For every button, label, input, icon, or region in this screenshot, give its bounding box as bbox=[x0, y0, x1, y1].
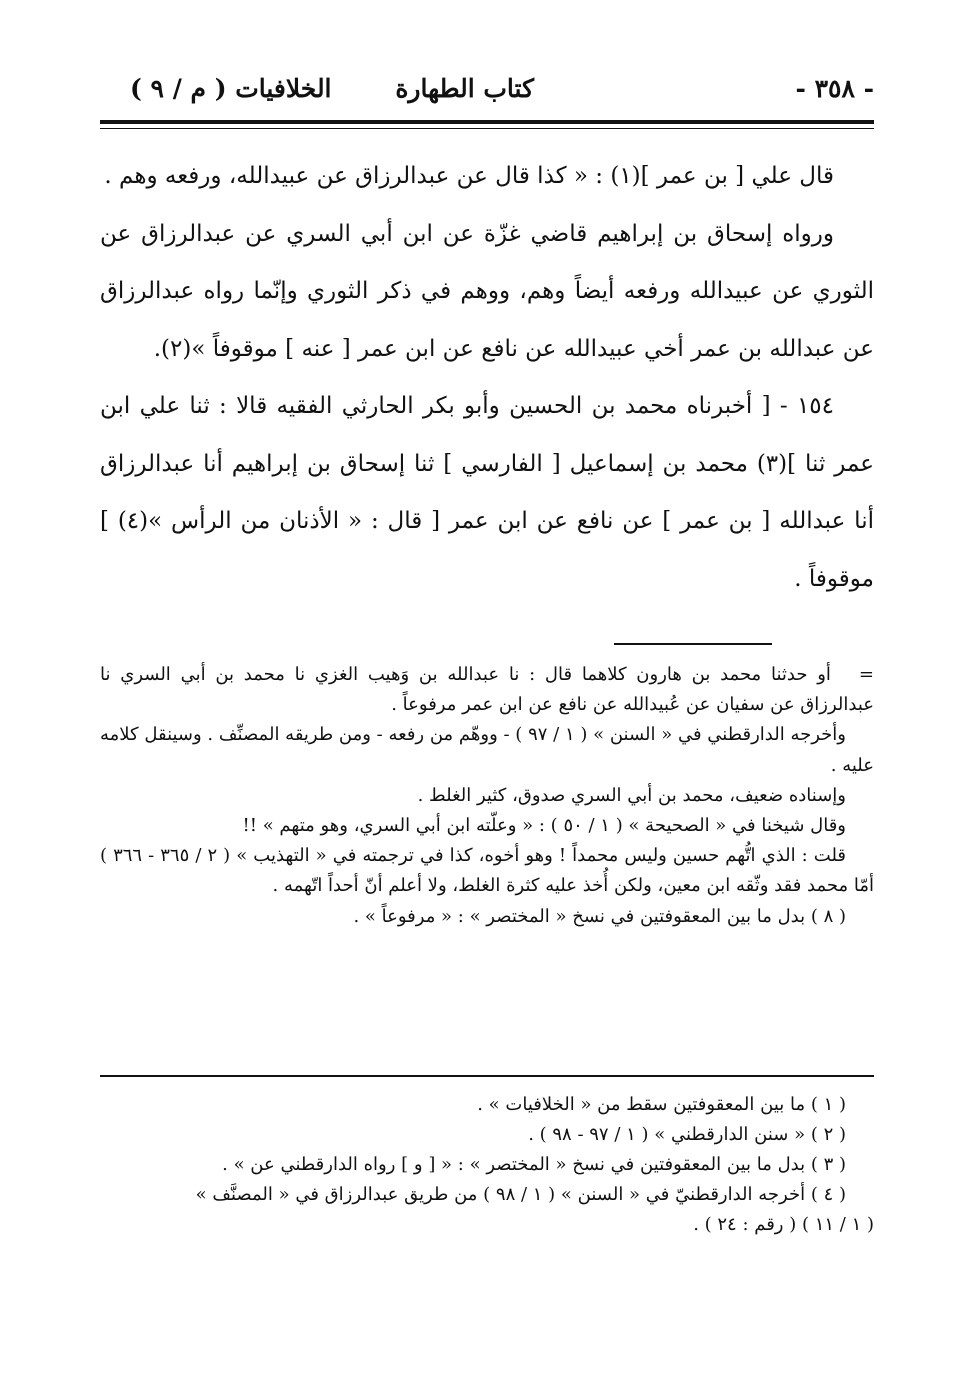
footnote-1: ( ١ ) ما بين المعقوفتين سقط من « الخلافيات » . bbox=[477, 1094, 846, 1115]
footnote-separator-short bbox=[614, 643, 772, 645]
header-rule-thick bbox=[100, 120, 874, 124]
note-line: وإسناده ضعيف، محمد بن أبي السري صدوق، كثير الغلط . bbox=[417, 784, 846, 806]
section-title: الخلافيات ( م / ٩ ) bbox=[130, 74, 332, 103]
footnote-4: ( ٤ ) أخرجه الدارقطنيّ في « السنن » ( ١ / ٩٨ ) من طريق عبدالرزاق في « المصنَّف » bbox=[195, 1184, 846, 1205]
page-number: - ٣٥٨ - bbox=[795, 74, 874, 103]
footnotes bbox=[100, 1090, 874, 1240]
paragraph-3: ١٥٤ - [ أخبرناه محمد بن الحسين وأبو بكر الحارثي الفقيه قالا : ثنا علي ابن عمر ثنا ](٣) محمد بن إسماعيل [ الفارسي ] ثنا إسحاق بن إبراهيم أنا عبدالرزاق أنا عبدالله [ بن عمر ] عن نافع عن ابن عمر [ قال : « الأذنان من الرأس »(٤) ] موقوفاً . bbox=[100, 393, 874, 592]
header-rule-thin bbox=[100, 128, 874, 129]
note-line: وأخرجه الدارقطني في « السنن » ( ١ / ٩٧ ) - ووهّم من رفعه - ومن طريقه المصنِّف . وسينقل كلامه عليه . bbox=[100, 724, 874, 776]
note-line: قلت : الذي اتُّهم حسين وليس محمداً ! وهو أخوه، كذا في ترجمته في « التهذيب » ( ٢ / ٣٦٥ - ٣٦٦ ) أمّا محمد فقد وثّقه ابن معين، ولكن أُخذ عليه كثرة الغلط، ولا أعلم أنّ أحداً اتّهمه . bbox=[100, 845, 874, 897]
book-title: كتاب الطهارة bbox=[395, 74, 534, 103]
note-line: وقال شيخنا في « الصحيحة » ( ١ / ٥٠ ) : « وعلّته ابن أبي السري، وهو متهم » !! bbox=[242, 815, 846, 837]
note-line: = أو حدثنا محمد بن هارون كلاهما قال : نا عبدالله بن وَهيب الغزي نا محمد بن أبي السري نا عبدالرزاق عن سفيان عن عُبيدالله عن نافع عن ابن عمر مرفوعاً . bbox=[100, 660, 874, 720]
footnote-4-continued: ( ١ / ١١ ) ( رقم : ٢٤ ) . bbox=[693, 1214, 874, 1235]
continued-footnote bbox=[100, 660, 874, 932]
footnote-2: ( ٢ ) « سنن الدارقطني » ( ١ / ٩٧ - ٩٨ ) . bbox=[528, 1124, 846, 1145]
main-text bbox=[100, 148, 874, 608]
footnote-separator-long bbox=[100, 1075, 874, 1077]
page-header bbox=[100, 68, 874, 108]
note-line: ( ٨ ) بدل ما بين المعقوفتين في نسخ « المختصر » : « مرفوعاً » . bbox=[353, 905, 846, 927]
paragraph-1: قال علي [ بن عمر ](١) : « كذا قال عن عبدالرزاق عن عبيدالله، ورفعه وهم . bbox=[104, 163, 834, 189]
paragraph-2: ورواه إسحاق بن إبراهيم قاضي غزّة عن ابن أبي السري عن عبدالرزاق عن الثوري عن عبيدالله ورفعه أيضاً وهم، ووهم في ذكر الثوري وإنّما رواه عبدالرزاق عن عبدالله بن عمر أخي عبيدالله عن نافع عن ابن عمر [ عنه ] موقوفاً »(٢). bbox=[100, 220, 874, 362]
footnote-3: ( ٣ ) بدل ما بين المعقوفتين في نسخ « المختصر » : « [ و ] رواه الدارقطني عن » . bbox=[222, 1154, 846, 1175]
